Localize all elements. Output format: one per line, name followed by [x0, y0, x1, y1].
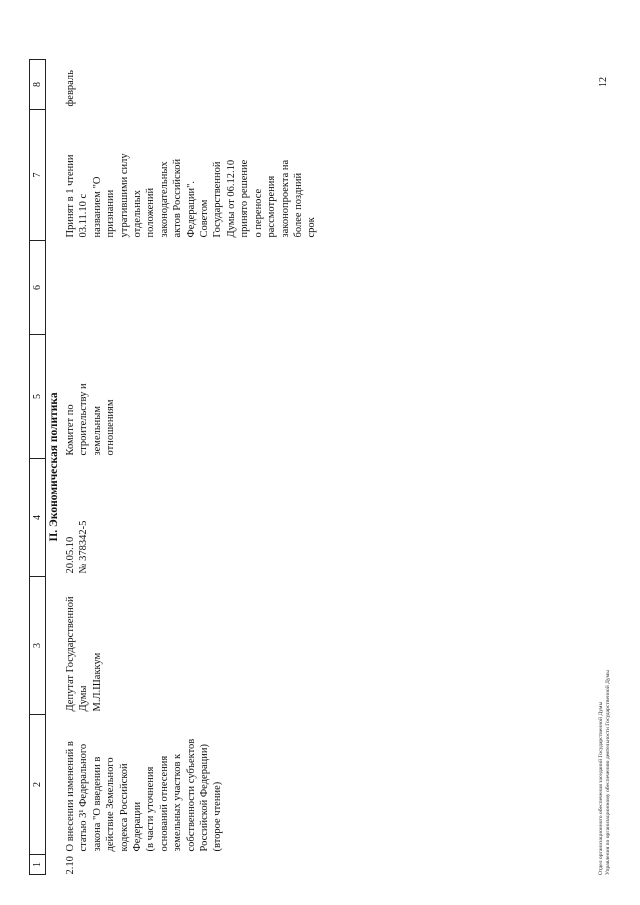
page-footer	[598, 670, 612, 875]
bill-title: О внесении изменений в статью 3¹ Федерального закона "О введении в действие Земельного кодекса Российской Федерации (в части уточнения оснований отнесения земельных участков к собственности субъектов Российской Федерации) (второе чтение)	[65, 738, 224, 852]
column-number-5: 5	[30, 335, 46, 459]
column-number-8: 8	[30, 60, 46, 110]
column-number-row	[30, 60, 46, 875]
column-number-2: 2	[30, 715, 46, 855]
section-row	[46, 60, 65, 875]
column-number-3: 3	[30, 577, 46, 715]
page-number: 12	[598, 77, 609, 87]
responsible-committee: Комитет по строительству и земельным отношениям	[65, 383, 117, 456]
bill-initiator: Депутат Государственной Думы М.Л.Шаккум	[65, 596, 103, 712]
table-row	[64, 60, 319, 875]
column-number-1: 1	[30, 855, 46, 875]
legislation-table	[29, 59, 319, 875]
row-number: 2.10	[65, 856, 76, 875]
bill-registration: 20.05.10 № 378342-5	[65, 520, 90, 574]
footer-line: Отдел организационного обеспечения заседаний Государственной Думы	[598, 701, 604, 875]
footer-line: Управления по организационному обеспечению деятельности Государственной Думы	[605, 670, 611, 875]
column-number-6: 6	[30, 241, 46, 335]
column-number-4: 4	[30, 459, 46, 577]
bill-status: Принят в 1 чтении 03.11.10 с названием "О признании утратившими силу отдельных положений законодательных актов Российской Федерации". Советом Государственной Думы от 06.12.10 принято решение о переносе рассмотрения законопроекта на более поздний срок	[65, 153, 318, 238]
column-6-cell	[64, 241, 319, 335]
column-number-7: 7	[30, 110, 46, 241]
review-term: февраль	[65, 70, 76, 107]
section-title: II. Экономическая политика	[48, 392, 60, 542]
